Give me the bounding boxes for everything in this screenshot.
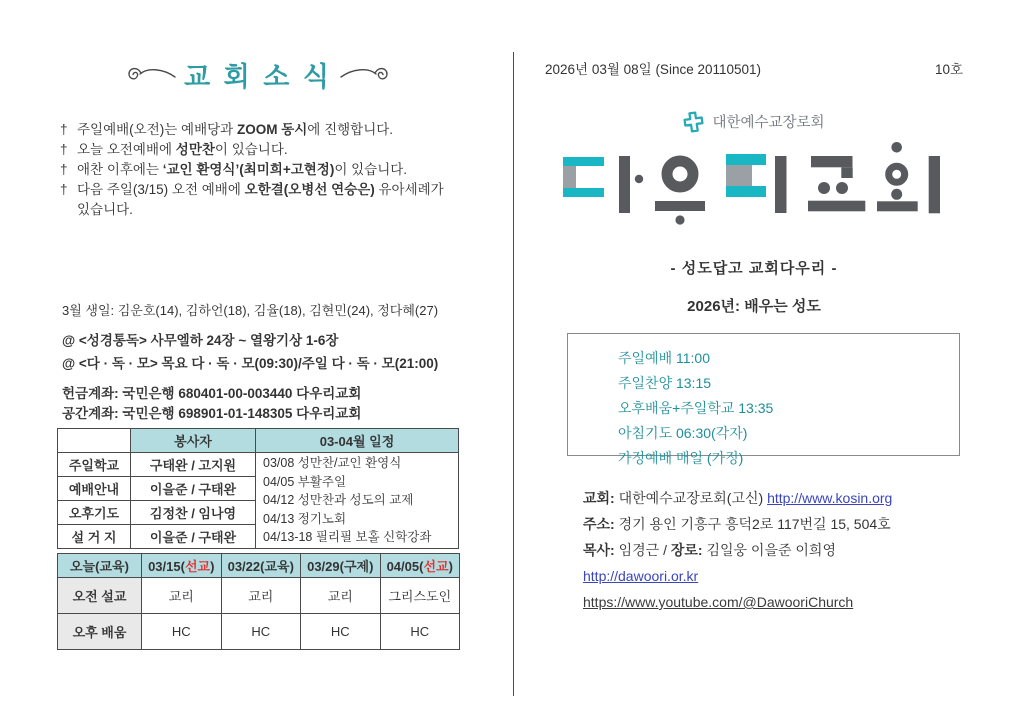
table-row (58, 453, 459, 477)
row-label: 오후 배움 (58, 614, 142, 650)
duty-label: 오후기도 (58, 501, 131, 525)
lesson-cell: HC (221, 614, 301, 650)
duty-names: 김정찬 / 임나영 (131, 501, 256, 525)
cross-logo-icon (683, 110, 704, 133)
duty-label: 주일학교 (58, 453, 131, 477)
header-cell-schedule: 03-04월 일정 (256, 429, 459, 453)
reading-plan (62, 329, 462, 375)
bank-accounts (62, 384, 462, 424)
notice-text: 오늘 오전예배에 성만찬이 있습니다. (77, 142, 288, 157)
denomination-name: 대한예수교장로회 (712, 115, 825, 131)
youtube-channel-link[interactable]: https://www.youtube.com/@DawooriChurch (583, 594, 854, 610)
sermon-cell: 교리 (221, 578, 301, 614)
duty-label: 예배안내 (58, 477, 131, 501)
header-cell-today: 오늘(교육) (58, 554, 142, 578)
space-account-line: 공간계좌: 국민은행 698901-01-148305 다우리교회 (62, 406, 362, 421)
header-cell-date: 03/15(선교) (142, 554, 222, 578)
duty-names: 구태완 / 고지원 (131, 453, 256, 477)
notice-item (60, 140, 460, 160)
sermon-cell: 교리 (142, 578, 222, 614)
sermon-cell: 그리스도인 (380, 578, 460, 614)
lesson-cell: HC (301, 614, 381, 650)
website-line (583, 563, 983, 589)
worship-times-box (567, 333, 960, 466)
reading-line-1: @ <성경통독> 사무엘하 24장 ~ 열왕기상 1-6장 (62, 333, 339, 348)
issue-number: 10호 (934, 62, 963, 77)
lesson-cell: HC (142, 614, 222, 650)
duty-names: 이을준 / 구태완 (131, 477, 256, 501)
schedule-line: 04/12 성만찬과 성도의 교제 (263, 493, 414, 508)
church-slogan: - 성도답고 교회다우리 - (670, 260, 838, 277)
schedule-line: 04/13 정기노회 (263, 511, 347, 526)
church-line: 교회: 대한예수교장로회(고신) http://www.kosin.org (583, 490, 893, 506)
contact-block (583, 485, 983, 615)
header-cell-servants: 봉사자 (131, 429, 256, 453)
cross-bullet-icon: † (60, 182, 68, 197)
notice-list (60, 120, 460, 220)
notice-item (60, 160, 460, 180)
duty-schedule-table (57, 428, 459, 549)
worship-time-line: 주일찬양 13:15 (618, 375, 712, 391)
schedule-line: 04/13-18 필리필 보홀 신학강좌 (263, 530, 432, 545)
issue-header (545, 58, 963, 78)
schedule-line: 03/08 성만찬/교인 환영식 (263, 456, 402, 471)
notice-item (60, 120, 460, 140)
duty-names: 이을준 / 구태완 (131, 525, 256, 549)
notice-item (60, 180, 460, 220)
denomination-row (545, 110, 963, 133)
cross-bullet-icon: † (60, 162, 68, 177)
cross-bullet-icon: † (60, 122, 68, 137)
reading-line-2: @ <다 · 독 · 모> 목요 다 · 독 · 모(09:30)/주일 다 · 독 · 모(21:00) (62, 356, 439, 371)
cross-bullet-icon: † (60, 142, 68, 157)
left-page-header (57, 55, 459, 94)
header-cell-empty (58, 429, 131, 453)
table-header-row (58, 554, 460, 578)
schedule-cell (256, 453, 459, 549)
sermon-plan-table (57, 553, 460, 650)
row-label: 오전 설교 (58, 578, 142, 614)
table-header-row (58, 429, 459, 453)
staff-line: 목사: 임경근 / 장로: 김일웅 이을준 이희영 (583, 542, 836, 558)
issue-date: 2026년 03월 08일 (Since 20110501) (545, 62, 762, 77)
church-website-link[interactable]: http://dawoori.or.kr (583, 568, 699, 584)
header-cell-date: 03/29(구제) (301, 554, 381, 578)
header-cell-date: 04/05(선교) (380, 554, 460, 578)
offering-account-line: 헌금계좌: 국민은행 680401-00-003440 다우리교회 (62, 386, 362, 401)
address-line: 주소: 경기 용인 기흥구 흥덕2로 117번길 15, 504호 (583, 516, 891, 532)
worship-time-line: 오후배움+주일학교 13:35 (618, 400, 774, 416)
page-divider (513, 52, 514, 696)
page-title: 교 회 소 식 (184, 62, 332, 92)
flourish-right-icon (338, 62, 390, 88)
notice-text: 애찬 이후에는 ‘교인 환영식’(최미희+고현정)이 있습니다. (77, 162, 408, 177)
worship-time-line: 가정예배 매일 (가정) (618, 450, 744, 466)
notice-text: 다음 주일(3/15) 오전 예배에 오한결(오병선 연승은) 유아세례가 있습니다. (77, 182, 444, 217)
duty-label: 설 거 지 (58, 525, 131, 549)
flourish-left-icon (126, 62, 178, 88)
schedule-line: 04/05 부활주일 (263, 474, 347, 489)
kosin-link[interactable]: http://www.kosin.org (767, 490, 893, 506)
birthdays-line: 3월 생일: 김운호(14), 김하언(18), 김율(18), 김현민(24), 정다혜(27) (62, 303, 439, 318)
lesson-cell: HC (380, 614, 460, 650)
table-row (58, 614, 460, 650)
sermon-cell: 교리 (301, 578, 381, 614)
worship-time-line: 아침기도 06:30(각자) (618, 425, 748, 441)
year-theme: 2026년: 배우는 성도 (687, 298, 821, 315)
youtube-line (583, 589, 983, 615)
table-row (58, 578, 460, 614)
worship-time-line: 주일예배 11:00 (618, 350, 710, 366)
church-logo (557, 137, 949, 229)
header-cell-date: 03/22(교육) (221, 554, 301, 578)
notice-text: 주일예배(오전)는 예배당과 ZOOM 동시에 진행합니다. (77, 122, 394, 137)
